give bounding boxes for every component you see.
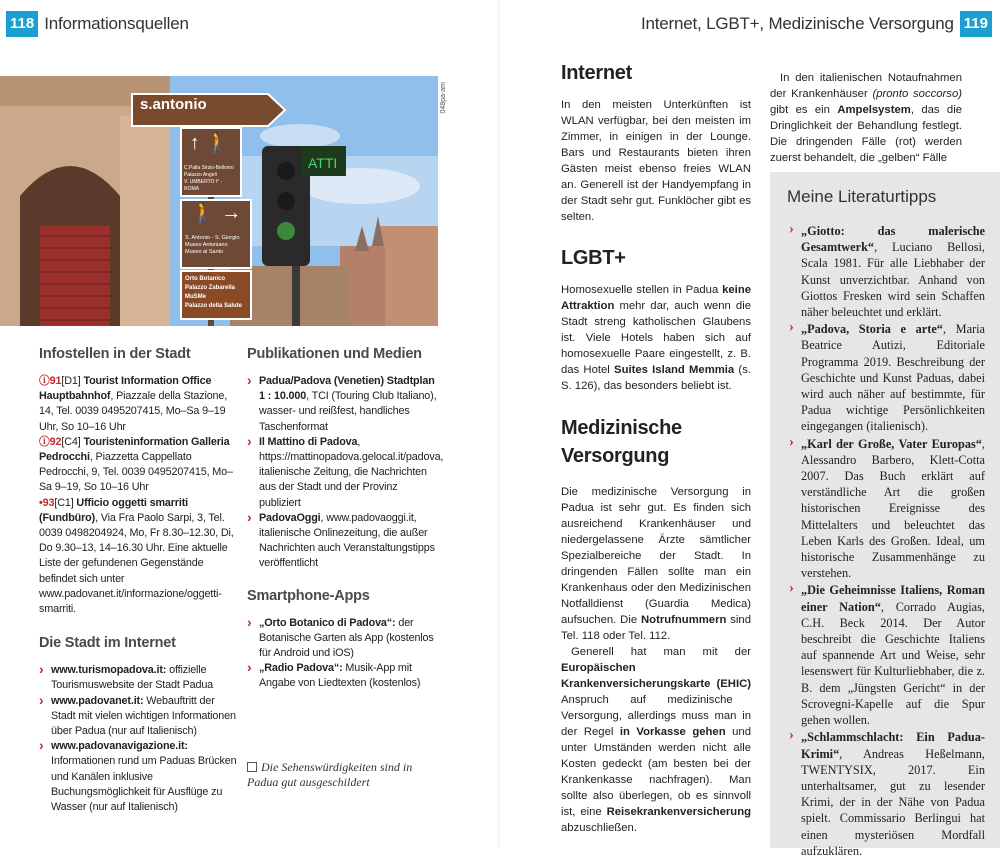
entry-name: Ufficio oggetti smarriti (Fundbüro) <box>39 496 188 524</box>
medizin-heading-line1: Medizinische <box>561 417 682 439</box>
map-ref: [C4] <box>61 435 84 448</box>
lgbt-bold: keine Attraktion <box>561 284 751 312</box>
lgbt-heading: LGBT+ <box>561 247 626 269</box>
notaufnahme-text <box>770 70 962 166</box>
notaufnahme-span: gibt es ein <box>770 104 838 116</box>
sign-main-text: s.antonio <box>140 96 207 113</box>
book-title: „Karl der Große, Vater Europas“ <box>801 436 982 451</box>
person-arrow-right-icon: 🚶 → <box>190 202 242 224</box>
info-icon: ⓘ <box>39 435 50 448</box>
internet-heading: Internet <box>561 62 632 84</box>
medizin-bold: Reisekrankenversicherung <box>606 806 751 818</box>
entry-number: 92 <box>49 435 62 448</box>
link-url[interactable]: www.padovanet.it: <box>51 694 144 707</box>
publication-item <box>247 435 444 511</box>
book-title: „Schlammschlacht: Ein Padua-Krimi“ <box>801 730 985 761</box>
medizin-para-1 <box>561 484 751 644</box>
link-desc: Informationen rund um Paduas Brücken und Kanälen inklusive Buchungsmöglichkeit für Ausflüge zu Wasser (nur auf Italienisch) <box>51 755 237 814</box>
right-page-number: 119 <box>960 11 992 37</box>
info-entry-93 <box>39 496 239 618</box>
entry-details: , Via Fra Paolo Sarpi, 3, Tel. 0039 0498204924, Mo, Fr 8.30–12.30, Di, Do 9.30–13, 14–16.30 Uhr. Eine aktuelle Liste der gefundenen Gegenstände befindet sich unter www.padovanet.it/informazione/oggetti-smarriti. <box>39 511 234 616</box>
medizin-text: abzuschließen. <box>561 822 637 834</box>
publication-desc: , https://mattinopadova.gelocal.it/padova, italienische Zeitung, die Nachrichten aus der Stadt und der Provinz publiziert <box>259 435 444 509</box>
publication-title: Il Mattino di Padova <box>259 435 358 448</box>
right-main-column <box>561 62 751 836</box>
map-ref: [C1] <box>54 496 77 509</box>
publication-desc: , www.padovaoggi.it, italienische Onlinezeitung, die außer Nachrichten auch Veranstaltungstipps veröffentlicht <box>259 511 435 570</box>
literature-item <box>787 436 985 582</box>
literature-item <box>787 321 985 434</box>
apps-heading: Smartphone-Apps <box>247 587 370 604</box>
notaufnahme-bold: Ampelsystem <box>837 104 911 116</box>
arrow-up-person-icon: ↑ 🚶 <box>189 132 231 154</box>
link-url[interactable]: www.turismopadova.it: <box>51 664 167 677</box>
book-desc: , Alessandro Barbero, Klett-Cotta 2007. Das Buch erklärt auf verständliche Art die großen historischen Ereignisse des Mittelalters und beleuchtet das Leben Karls des Großen. Ideal, um historische Zusammenhänge zu verstehen. <box>801 436 985 581</box>
lgbt-text: mehr dar, auch wenn die Stadt streng katholischen Glaubens ist. Viele Hotels haben sich auf homosexuelle Paare eingestellt, z. B. das Hotel <box>561 300 751 376</box>
medizin-heading <box>561 414 751 470</box>
literature-sidebar <box>770 172 1000 858</box>
literature-item <box>787 729 985 859</box>
publication-item <box>247 511 437 572</box>
link-desc: offizielle Tourismuswebsite der Stadt Padua <box>51 664 214 692</box>
sign-direction-2: S. Antonio - S. Giorgio Museo Antoniano Museo al Santo <box>180 199 252 269</box>
hotel-name: Suites Island Memmia <box>614 364 735 376</box>
app-name: „Radio Padova“: <box>259 662 343 675</box>
app-item <box>247 661 437 691</box>
right-header <box>635 10 992 38</box>
entry-details: , Piazzetta Cappellato Pedrocchi, 9, Tel. 0039 0495207415, Mo–Sa 9–19, So 10–16 Uhr <box>39 451 233 494</box>
medizin-text: sind Tel. 118 oder Tel. 112. <box>561 614 751 642</box>
notaufnahme-span: , das die Dringlichkeit der Behandlung festlegt. Die dringenden Fälle (rot) werden zuerst behandelt, die „gelben“ Fälle <box>770 104 962 164</box>
publication-desc: , TCI (Touring Club Italiano), wasser- und reißfest, handliches Taschenformat <box>259 390 437 433</box>
medizin-text: Generell hat man mit der <box>571 646 751 658</box>
medizin-bold: in Vorkasse gehen <box>619 726 726 738</box>
signage-note <box>247 760 437 790</box>
book-desc: , Corrado Augias, C.H. Beck 2014. Der Autor beschreibt die Geschichte Italiens auf spannende Art und Weise, sehr lesenswert für Kulturliebhaber, die z. B. dem „Jüngsten Gericht“ in der Scrovegni-Kapelle auf die Spur gehen wollen. <box>801 599 985 728</box>
entry-number: 91 <box>49 375 62 387</box>
internet-link-item[interactable] <box>39 663 239 693</box>
internet-link-item[interactable] <box>39 694 239 740</box>
entry-details: , Piazzale della Stazione, 14, Tel. 0039 0495207415, Mo–Sa 9–19 Uhr, So 10–16 Uhr <box>39 390 228 433</box>
app-desc: der Botanische Garten als App (kostenlos für Android und iOS) <box>259 616 434 660</box>
infostellen-heading: Infostellen in der Stadt <box>39 346 191 362</box>
right-page <box>500 0 1000 858</box>
medizin-text: Anspruch auf medizinische Versorgung, allerdings muss man in der Regel <box>561 694 751 738</box>
publikationen-column <box>247 346 444 692</box>
book-title: „Giotto: das malerische Gesamtwerk“ <box>801 224 985 255</box>
signage-note-text: Die Sehenswürdigkeiten sind in Padua gut ausgeschildert <box>247 760 413 789</box>
book-title: „Die Geheimnisse Italiens, Roman einer Nation“ <box>801 583 985 614</box>
book-title: „Padova, Storia e arte“ <box>801 322 943 337</box>
medizin-para-2 <box>561 644 751 836</box>
literature-item <box>787 223 985 320</box>
medizin-heading-line2: Versorgung <box>561 445 670 467</box>
left-running-title: Informationsquellen <box>44 14 189 33</box>
sign-direction-1: C.Palla Sirzio-Bellomo Palazzo Angeli V. UMBERTO I° - ROMA <box>180 127 242 197</box>
map-ref: [D1] <box>61 375 84 387</box>
literature-list <box>787 223 985 860</box>
infostellen-column <box>39 346 239 815</box>
link-url[interactable]: www.padovanavigazione.it: <box>51 740 188 753</box>
signpost-icon <box>247 762 257 772</box>
medizin-text: und unter Umständen werden nicht alle Kosten gedeckt (am besten bei der Krankenkasse nachfragen). Man sollte also überlegen, ob es sinnvoll ist, eine <box>561 726 751 818</box>
app-desc: Musik-App mit Angabe von Liedtexten (kostenlos) <box>259 662 421 690</box>
lgbt-text: (s. S. 126), das besonders beliebt ist. <box>561 364 751 392</box>
right-running-title: Internet, LGBT+, Medizinische Versorgung <box>640 14 954 33</box>
medizin-text: Die medizinische Versorgung in Padua ist sehr gut. Es finden sich ausreichend Krankenhäuser und niedergelassene Ärzte sämtlicher Spezialbereiche der Stadt. In dringenden Fällen sollte man ein Krankenhaus oder den Medizinischen Notfalldienst (Guardia Medica) aufsuchen. Die <box>561 486 751 626</box>
svg-text:ATTI: ATTI <box>308 155 338 171</box>
entry-name: Tourist Information Office Hauptbahnhof <box>39 375 212 403</box>
left-page <box>0 0 500 848</box>
link-desc: Webauftritt der Stadt mit vielen wichtigen Informationen über Padua (nur auf Italienisch) <box>51 694 236 738</box>
app-item <box>247 616 437 662</box>
left-header <box>6 10 195 38</box>
book-desc: , Andreas Heßelmann, TWENTYSIX, 2017. Ein unterhaltsamer, gut zu lesender Krimi, der in der Nähe von Padua spielt. Commissario Berlingui hat einen mysteriösen Mordfall aufzuklären. <box>801 746 985 858</box>
literature-title: Meine Literaturtipps <box>787 187 937 206</box>
publication-item <box>247 374 437 435</box>
literature-item <box>787 582 985 728</box>
info-entry-92 <box>39 435 239 496</box>
entry-name: Touristeninformation Galleria Pedrocchi <box>39 435 230 464</box>
dot-icon: • <box>39 496 43 509</box>
lgbt-body <box>561 282 751 394</box>
info-icon: ⓘ <box>39 375 50 387</box>
info-entry-91 <box>39 374 239 435</box>
internet-links-heading: Die Stadt im Internet <box>39 635 176 652</box>
lgbt-text: Homosexuelle stellen in Padua <box>561 284 723 296</box>
book-desc: , Maria Beatrice Autizi, Editoriale Programma 2019. Beschreibung der Geschichte und Kunst Paduas, dabei wird auch näher auf bestimmte, für Padua wichtige Persönlichkeiten eingegangen (italienisch). <box>801 322 986 434</box>
publication-title: Padua/Padova (Venetien) Stadtplan 1 : 10.000 <box>259 375 435 403</box>
medizin-bold: Europäischen Krankenversicherungskarte (EHIC) <box>561 662 751 690</box>
internet-body: In den meisten Unterkünften ist WLAN verfügbar, bei den meisten im Zimmer, in einigen in der Lounge. Bars und Restaurants bieten ihren Gästen meist ebenso freies WLAN an. Generell ist der Handyempfang in der Stadt sehr gut. Funklöcher gibt es selten. <box>561 99 751 223</box>
publikationen-heading: Publikationen und Medien <box>247 346 422 362</box>
entry-number: 93 <box>42 496 55 509</box>
medizin-bold: Notrufnummern <box>641 614 727 626</box>
notaufnahme-span: In den italienischen Notaufnahmen der Krankenhäuser <box>770 72 962 100</box>
sign-direction-3: Orto Botanico Palazzo Zabarella MuSMe Palazzo della Salute <box>180 270 252 320</box>
internet-link-item[interactable] <box>39 739 239 815</box>
notaufnahme-italic: (pronto soccorso) <box>872 88 962 100</box>
publication-title: PadovaOggi <box>259 511 321 524</box>
book-desc: , Luciano Bellosi, Scala 1981. Für alle Liebhaber der Kunst unverzichtbar. Anhand von Giottos Fresken wird sein Schaffen näher beleuchtet und erklärt. <box>801 240 985 320</box>
photo-credit: 048pa-am <box>440 82 447 114</box>
app-name: „Orto Botanico di Padova“: <box>259 616 396 629</box>
left-page-number: 118 <box>6 11 38 37</box>
